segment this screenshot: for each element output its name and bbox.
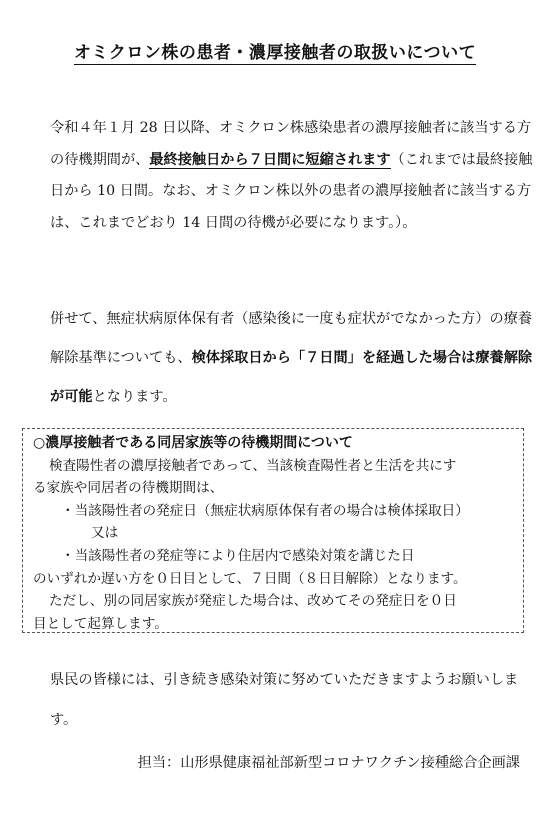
title-text: オミクロン株の患者・濃厚接触者の取扱いについて [73, 43, 477, 63]
household-notice-line: 目として起算します。 [33, 615, 168, 632]
page-title [0, 38, 550, 63]
paragraph2-lead: 併せて、無症状病原体保有者（感染後に一度も症状がでなかった方）の療養解除基準についても、 [50, 311, 533, 366]
paragraph1-emphasis: 最終接触日から７日間に短縮されます [149, 151, 391, 168]
household-notice-box [22, 428, 524, 633]
household-notice-line: 検査陽性者の濃厚接触者であって、当該検査陽性者と生活を共にす [49, 457, 457, 474]
household-notice-line: ただし、別の同居家族が発症した場合は、改めてその発症日を０日 [49, 593, 457, 610]
paragraph-recovery-criteria [32, 300, 540, 417]
household-notice-item-measures: ・当該陽性者の発症等により住居内で感染対策を講じた日 [61, 547, 415, 564]
household-notice-content [33, 432, 521, 635]
paragraph2-emphasis: 検体採取日から「７日間」を経過した場合は療養解除が可能 [50, 350, 533, 405]
household-notice-heading: ○濃厚接触者である同居家族等の待機期間について [33, 435, 353, 451]
paragraph1-lead: 令和４年１月 28 日以降、オミクロン株感染患者の濃厚接触者に該当する方の待機期間が、 [50, 120, 532, 168]
household-notice-line: る家族や同居者の待機期間は、 [33, 480, 224, 497]
household-notice-item-onset: ・当該陽性者の発症日（無症状病原体保有者の場合は検体採取日） [61, 502, 469, 519]
paragraph-request-to-residents: 県民の皆様には、引き続き感染対策に努めていただきますようお願いします。 [50, 672, 519, 728]
contact-department: 担当：山形県健康福祉部新型コロナワクチン接種総合企画課 [137, 755, 520, 771]
paragraph1-tail: （これまでは最終接触日から 10 日間。なお、オミクロン株以外の患者の濃厚接触者に該当する方は、これまでどおり 14 日間の待機が必要になります。）。 [50, 151, 533, 231]
paragraph2-tail: となります。 [92, 389, 177, 405]
paragraph-shortened-waiting-period [32, 113, 540, 239]
household-notice-line: のいずれか遅い方を０日目として、７日間（８日目解除）となります。 [33, 570, 467, 587]
household-notice-or: 又は [91, 525, 119, 542]
